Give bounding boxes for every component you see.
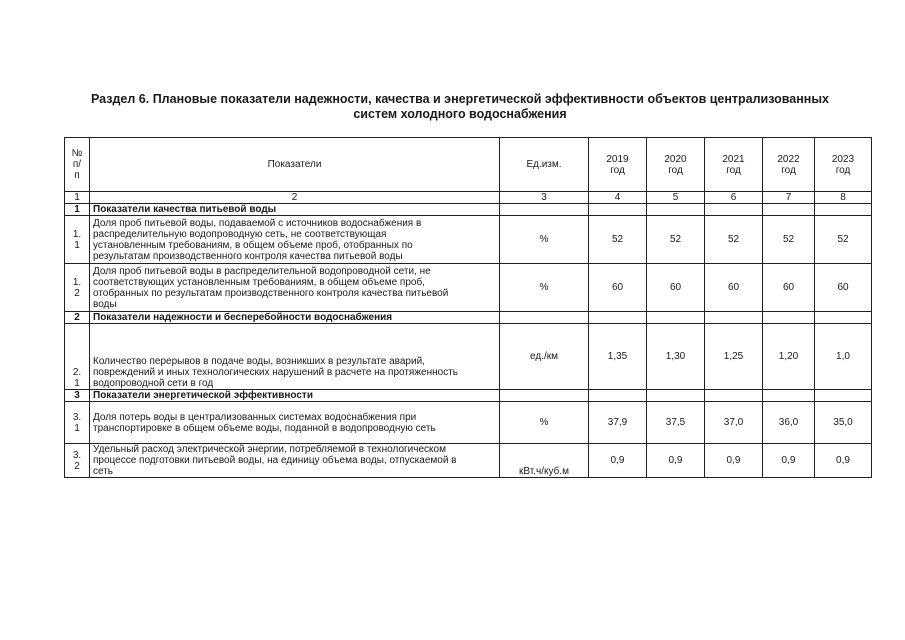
unit-cell: %: [500, 216, 589, 264]
empty-cell: [589, 390, 647, 402]
row-number-part: 1: [74, 378, 80, 389]
empty-cell: [647, 390, 705, 402]
column-number: 2: [90, 192, 500, 204]
indicator-text-line: Количество перерывов в подаче воды, возникших в результате аварий,: [93, 356, 425, 367]
header-year-2019: [589, 138, 647, 192]
empty-cell: [815, 204, 872, 216]
value-cell: 60: [815, 264, 872, 312]
year-suffix: год: [726, 164, 741, 176]
indicators-table: [64, 137, 872, 478]
unit-cell: %: [500, 402, 589, 444]
value-cell: 1,35: [589, 324, 647, 390]
value-cell: 1,25: [705, 324, 763, 390]
value-cell: 37,5: [647, 402, 705, 444]
indicator-text-line: воды: [93, 298, 117, 310]
column-number: 3: [500, 192, 589, 204]
empty-cell: [500, 312, 589, 324]
year-label: 2020: [664, 153, 687, 165]
column-number: 7: [763, 192, 815, 204]
value-cell: 52: [815, 216, 872, 264]
title-line-1: Раздел 6. Плановые показатели надежности, качества и энергетической эффективности объектов централизованных: [91, 92, 829, 106]
column-number: 1: [65, 192, 90, 204]
unit-cell: %: [500, 264, 589, 312]
value-cell: 1,0: [815, 324, 872, 390]
value-cell: 36,0: [763, 402, 815, 444]
value-cell: 0,9: [815, 444, 872, 478]
empty-cell: [763, 204, 815, 216]
column-number: 4: [589, 192, 647, 204]
value-cell: 0,9: [705, 444, 763, 478]
value-cell: 52: [705, 216, 763, 264]
year-label: 2021: [722, 153, 745, 165]
year-label: 2022: [777, 153, 800, 165]
unit-cell: кВт.ч/куб.м: [500, 444, 589, 478]
row-number-cell: [65, 216, 90, 264]
empty-cell: [763, 312, 815, 324]
indicator-text-line: транспортировке в общем объеме воды, поданной в водопроводную сеть: [93, 422, 436, 434]
row-number-part: 2: [74, 287, 80, 299]
header-num-line: п/: [72, 159, 82, 170]
empty-cell: [815, 312, 872, 324]
value-cell: 60: [705, 264, 763, 312]
table-row: [65, 444, 872, 478]
row-number-cell: [65, 264, 90, 312]
value-cell: 37,0: [705, 402, 763, 444]
header-unit: Ед.изм.: [500, 138, 589, 192]
column-number: 6: [705, 192, 763, 204]
empty-cell: [763, 390, 815, 402]
section-row: [65, 204, 872, 216]
indicator-text-cell: [90, 402, 500, 444]
indicator-text-cell: [90, 324, 500, 390]
value-cell: 0,9: [647, 444, 705, 478]
indicator-text-line: повреждений и иных технологических нарушений в расчете на протяженность: [93, 367, 458, 378]
row-number-part: 1: [74, 239, 80, 251]
section-number: 3: [65, 390, 90, 402]
title-line-2: систем холодного водоснабжения: [353, 107, 567, 121]
empty-cell: [705, 204, 763, 216]
row-number-part: 2.: [72, 367, 82, 378]
table-row: [65, 264, 872, 312]
table-row: [65, 216, 872, 264]
table-row: [65, 324, 872, 390]
row-number-part: 2: [74, 460, 80, 472]
indicator-text-line: соответствующих установленным требованиям, в общем объеме проб,: [93, 276, 425, 288]
value-cell: 60: [647, 264, 705, 312]
indicator-text-line: водопроводной сети в год: [93, 378, 214, 389]
row-number-part: 3.: [72, 449, 82, 461]
indicator-text-cell: [90, 216, 500, 264]
value-cell: 52: [763, 216, 815, 264]
year-label: 2023: [831, 153, 855, 165]
empty-cell: [647, 204, 705, 216]
empty-cell: [705, 312, 763, 324]
section-row: [65, 312, 872, 324]
row-number-part: 3.: [72, 411, 82, 423]
header-row: [65, 138, 872, 192]
section-title: Показатели энергетической эффективности: [90, 390, 500, 402]
year-label: 2019: [606, 153, 629, 165]
column-number: 8: [815, 192, 872, 204]
empty-cell: [500, 204, 589, 216]
section-title: Показатели качества питьевой воды: [90, 204, 500, 216]
empty-cell: [500, 390, 589, 402]
indicator-text-line: Удельный расход электрической энергии, потребляемой в технологическом: [93, 444, 446, 455]
value-cell: 37,9: [589, 402, 647, 444]
indicator-text-line: распределительную водопроводную сеть, не соответствующая: [93, 228, 387, 240]
indicator-text-line: процессе подготовки питьевой воды, на единицу объема воды, отпускаемой в: [93, 455, 457, 466]
header-indicators: Показатели: [90, 138, 500, 192]
table-body: [65, 138, 872, 478]
header-year-2022: [763, 138, 815, 192]
indicator-text-line: установленным требованиям, в общем объеме проб, отобранных по: [93, 239, 413, 251]
header-num-line: п: [74, 170, 80, 181]
section-row: [65, 390, 872, 402]
indicator-text-line: Доля проб питьевой воды, подаваемой с источников водоснабжения в: [93, 217, 422, 229]
empty-cell: [589, 204, 647, 216]
year-suffix: год: [835, 164, 851, 176]
empty-cell: [705, 390, 763, 402]
indicator-text-cell: [90, 264, 500, 312]
row-number-cell: [65, 324, 90, 390]
row-number-part: 1.: [72, 228, 82, 240]
value-cell: 60: [763, 264, 815, 312]
section-number: 1: [65, 204, 90, 216]
year-suffix: год: [668, 164, 683, 176]
indicator-text-line: Доля потерь воды в централизованных системах водоснабжения при: [93, 411, 417, 423]
value-cell: 52: [589, 216, 647, 264]
document-title: [40, 92, 880, 122]
header-year-2023: [815, 138, 872, 192]
header-num-line: №: [71, 148, 83, 159]
indicator-text-cell: [90, 444, 500, 478]
header-year-2021: [705, 138, 763, 192]
column-number: 5: [647, 192, 705, 204]
indicator-text-line: отобранных по результатам производственного контроля качества питьевой: [93, 287, 449, 299]
value-cell: 52: [647, 216, 705, 264]
value-cell: 35,0: [815, 402, 872, 444]
row-number-part: 1.: [72, 276, 82, 288]
empty-cell: [815, 390, 872, 402]
column-number-row: [65, 192, 872, 204]
header-num-cell: [65, 138, 90, 192]
indicator-text-line: Доля проб питьевой воды в распределительной водопроводной сети, не: [93, 265, 431, 277]
unit-cell: ед./км: [500, 324, 589, 390]
value-cell: 0,9: [589, 444, 647, 478]
row-number-cell: [65, 402, 90, 444]
value-cell: 1,30: [647, 324, 705, 390]
indicator-text-line: результатам производственного контроля качества питьевой воды: [93, 250, 403, 262]
section-number: 2: [65, 312, 90, 324]
year-suffix: год: [781, 164, 796, 176]
header-year-2020: [647, 138, 705, 192]
empty-cell: [647, 312, 705, 324]
value-cell: 1,20: [763, 324, 815, 390]
row-number-part: 1: [74, 422, 80, 434]
value-cell: 60: [589, 264, 647, 312]
year-suffix: год: [610, 164, 625, 176]
value-cell: 0,9: [763, 444, 815, 478]
empty-cell: [589, 312, 647, 324]
row-number-cell: [65, 444, 90, 478]
table-row: [65, 402, 872, 444]
section-title: Показатели надежности и бесперебойности водоснабжения: [90, 312, 500, 324]
indicator-text-line: сеть: [93, 466, 114, 477]
